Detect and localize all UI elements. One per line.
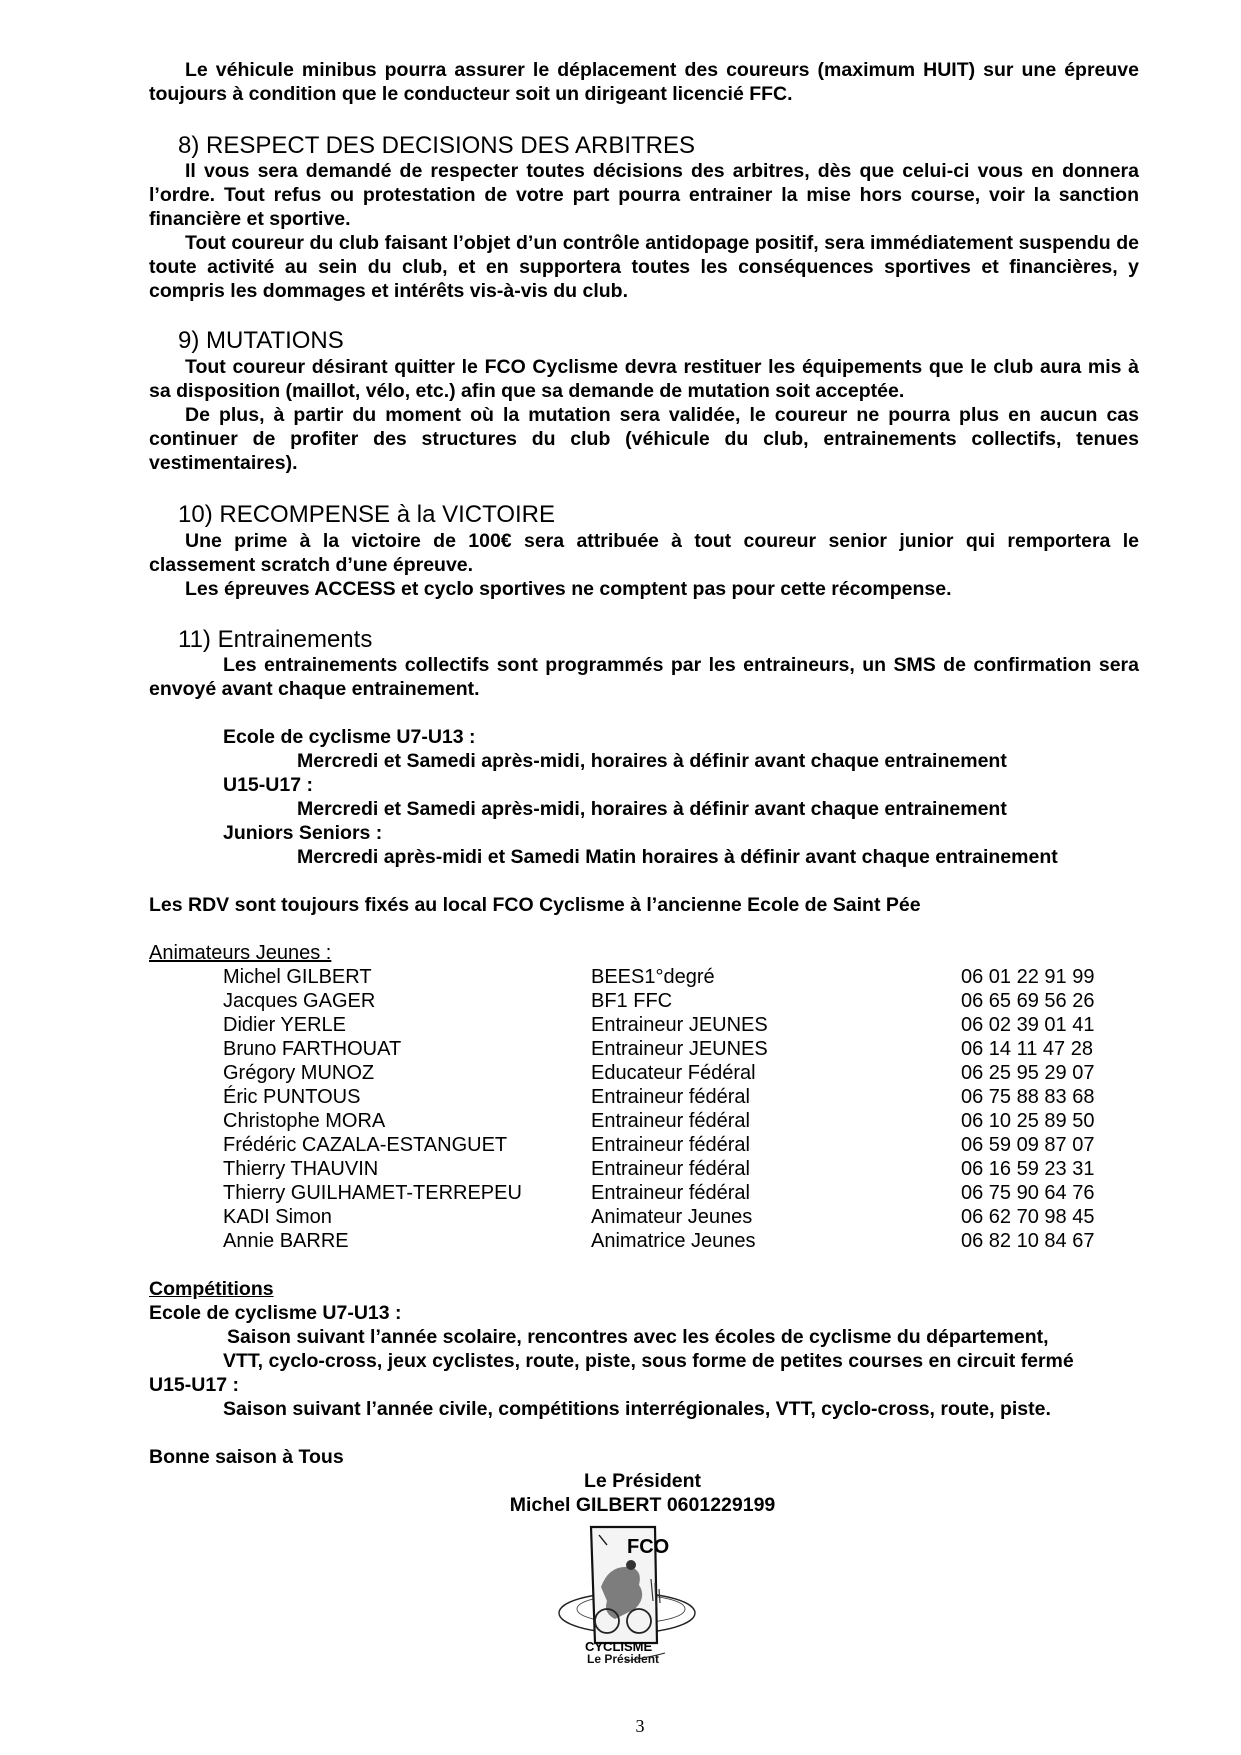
table-row: [223, 1013, 1113, 1037]
animateur-role: Entraineur fédéral: [591, 1110, 750, 1132]
animateur-name: Éric PUNTOUS: [223, 1086, 361, 1108]
animateur-name: Jacques GAGER: [223, 990, 376, 1012]
fco-cyclisme-stamp-icon: [555, 1523, 715, 1667]
section-10-heading: 10) RECOMPENSE à la VICTOIRE: [178, 501, 555, 528]
schedule-line-juniors-seniors: Mercredi après-midi et Samedi Matin horaires à définir avant chaque entrainement: [297, 846, 1058, 868]
animateur-name: Thierry GUILHAMET-TERREPEU: [223, 1182, 522, 1204]
animateur-phone: 06 75 90 64 76: [961, 1182, 1095, 1204]
animateur-name: Michel GILBERT: [223, 966, 372, 988]
animateur-phone: 06 02 39 01 41: [961, 1014, 1095, 1036]
rdv-text: Les RDV sont toujours fixés au local FCO Cyclisme à l’ancienne Ecole de Saint Pée: [149, 894, 921, 916]
stamp-bottom-text: CYCLISME: [585, 1639, 653, 1654]
animateur-role: Animateur Jeunes: [591, 1206, 753, 1228]
table-row: [223, 965, 1113, 989]
table-row: [223, 1037, 1113, 1061]
animateur-name: Christophe MORA: [223, 1110, 386, 1132]
section-8-paragraph-2: Tout coureur du club faisant l’objet d’un contrôle antidopage positif, sera immédiatement suspendu de toute activité au sein du club, et en supportera toutes les conséquences sportives et financières, y compris les dommages et intérêts vis-à-vis du club.: [149, 232, 1139, 302]
competitions-ecole-line-1: Saison suivant l’année scolaire, rencontres avec les écoles de cyclisme du département,: [227, 1326, 1049, 1348]
animateur-role: Entraineur JEUNES: [591, 1038, 768, 1060]
animateur-phone: 06 01 22 91 99: [961, 966, 1095, 988]
animateur-name: KADI Simon: [223, 1206, 332, 1228]
signature-title: Le Président: [583, 1470, 702, 1492]
competitions-ecole-label: Ecole de cyclisme U7-U13 :: [149, 1302, 402, 1324]
animateur-name: Annie BARRE: [223, 1230, 349, 1252]
table-row: [223, 1085, 1113, 1109]
animateur-role: Entraineur JEUNES: [591, 1014, 768, 1036]
section-9-heading: 9) MUTATIONS: [178, 327, 344, 354]
closing-text: Bonne saison à Tous: [149, 1446, 344, 1468]
animateur-role: Educateur Fédéral: [591, 1062, 756, 1084]
animateur-phone: 06 59 09 87 07: [961, 1134, 1095, 1156]
section-10-paragraph-2: Les épreuves ACCESS et cyclo sportives ne comptent pas pour cette récompense.: [185, 578, 952, 600]
competitions-title: Compétitions: [149, 1278, 274, 1300]
animateur-phone: 06 25 95 29 07: [961, 1062, 1095, 1084]
animateur-name: Bruno FARTHOUAT: [223, 1038, 402, 1060]
animateur-role: BF1 FFC: [591, 990, 673, 1012]
table-row: [223, 989, 1113, 1013]
section-9-paragraph-2: De plus, à partir du moment où la mutation sera validée, le coureur ne pourra plus en aucun cas continuer de profiter des structures du club (véhicule du club, entrainements collectifs, tenues vestimentaires).: [149, 404, 1139, 474]
animateur-phone: 06 82 10 84 67: [961, 1230, 1095, 1252]
intro-paragraph: Le véhicule minibus pourra assurer le déplacement des coureurs (maximum HUIT) sur une épreuve toujours à condition que le conducteur soit un dirigeant licencié FFC.: [149, 59, 1139, 105]
animateur-phone: 06 16 59 23 31: [961, 1158, 1095, 1180]
section-9-paragraph-1: Tout coureur désirant quitter le FCO Cyclisme devra restituer les équipements que le club aura mis à sa disposition (maillot, vélo, etc.) afin que sa demande de mutation soit acceptée.: [149, 356, 1139, 402]
schedule-label-u7-u13: Ecole de cyclisme U7-U13 :: [223, 726, 476, 748]
page-number: 3: [635, 1716, 645, 1736]
stamp-top-text: FCO: [627, 1536, 670, 1558]
section-10-paragraph-1: Une prime à la victoire de 100€ sera attribuée à tout coureur senior junior qui remportera le classement scratch d’une épreuve.: [149, 530, 1139, 576]
table-row: [223, 1061, 1113, 1085]
schedule-label-juniors-seniors: Juniors Seniors :: [223, 822, 383, 844]
section-11-heading: 11) Entrainements: [178, 626, 373, 653]
section-8-paragraph-1: Il vous sera demandé de respecter toutes décisions des arbitres, dès que celui-ci vous en donnera l’ordre. Tout refus ou protestation de votre part pourra entrainer la mise hors course, voir la sanction financière et sportive.: [149, 160, 1139, 230]
table-row: [223, 1229, 1113, 1253]
competitions-u15-label: U15-U17 :: [149, 1374, 239, 1396]
animateur-role: Entraineur fédéral: [591, 1158, 750, 1180]
signature-name: Michel GILBERT 0601229199: [509, 1494, 776, 1516]
section-11-paragraph: Les entrainements collectifs sont programmés par les entraineurs, un SMS de confirmation sera envoyé avant chaque entrainement.: [149, 654, 1139, 700]
animateurs-title: Animateurs Jeunes :: [149, 942, 332, 964]
section-8-heading: 8) RESPECT DES DECISIONS DES ARBITRES: [178, 132, 696, 159]
animateur-role: Entraineur fédéral: [591, 1086, 750, 1108]
table-row: [223, 1157, 1113, 1181]
animateur-phone: 06 75 88 83 68: [961, 1086, 1095, 1108]
animateur-phone: 06 65 69 56 26: [961, 990, 1095, 1012]
table-row: [223, 1109, 1113, 1133]
animateur-name: Grégory MUNOZ: [223, 1062, 375, 1084]
animateur-role: Animatrice Jeunes: [591, 1230, 756, 1252]
table-row: [223, 1133, 1113, 1157]
animateur-role: Entraineur fédéral: [591, 1134, 750, 1156]
animateur-phone: 06 14 11 47 28: [961, 1038, 1093, 1060]
schedule-label-u15-u17: U15-U17 :: [223, 774, 313, 796]
schedule-line-u7-u13: Mercredi et Samedi après-midi, horaires à définir avant chaque entrainement: [297, 750, 1007, 772]
stamp-sub-text: Le Président: [587, 1652, 660, 1666]
animateur-phone: 06 62 70 98 45: [961, 1206, 1095, 1228]
animateur-role: Entraineur fédéral: [591, 1182, 750, 1204]
schedule-line-u15-u17: Mercredi et Samedi après-midi, horaires à définir avant chaque entrainement: [297, 798, 1007, 820]
animateur-phone: 06 10 25 89 50: [961, 1110, 1095, 1132]
animateur-role: BEES1°degré: [591, 966, 715, 988]
animateur-name: Frédéric CAZALA-ESTANGUET: [223, 1134, 508, 1156]
table-row: [223, 1205, 1113, 1229]
animateur-name: Thierry THAUVIN: [223, 1158, 379, 1180]
competitions-u15-line: Saison suivant l’année civile, compétitions interrégionales, VTT, cyclo-cross, route, piste.: [223, 1398, 1051, 1420]
animateur-name: Didier YERLE: [223, 1014, 347, 1036]
competitions-ecole-line-2: VTT, cyclo-cross, jeux cyclistes, route, piste, sous forme de petites courses en circuit fermé: [223, 1350, 1074, 1372]
table-row: [223, 1181, 1113, 1205]
